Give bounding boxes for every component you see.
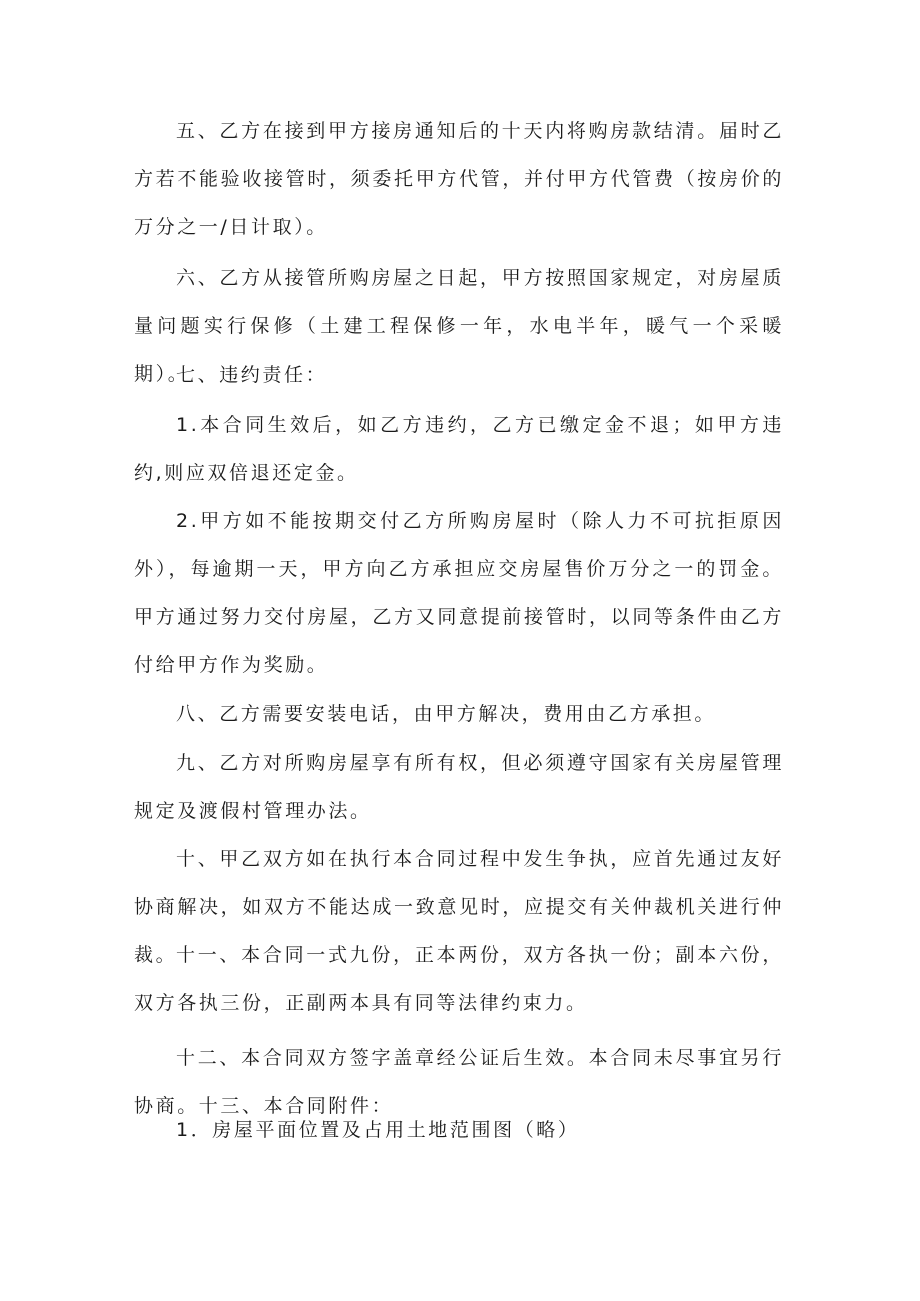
clause-7-heading: 七、违约责任： (176, 364, 328, 386)
clause-8-telephone: 八、乙方需要安装电话，由甲方解决，费用由乙方承担。 (176, 703, 717, 725)
clause-9-ownership: 九、乙方对所购房屋享有所有权，但必须遵守国家有关房屋管理规定及渡假村管理办法。 (134, 752, 784, 822)
clause-6-warranty: 六、乙方从接管所购房屋之日起，甲方按照国家规定，对房屋质量问题实行保修（土建工程保修一年，水电半年，暖气一个采暖期）。 (134, 267, 784, 385)
clause-5-payment: 五、乙方在接到甲方接房通知后的十天内将购房款结清。届时乙方若不能验收接管时，须委托甲方代管，并付甲方代管费（按房价的万分之一/日计取）。 (134, 120, 784, 238)
clause-7-item-1: 1.本合同生效后，如乙方违约，乙方已缴定金不退；如甲方违约,则应双倍退还定金。 (134, 414, 784, 484)
clause-11-copies: 十一、本合同一式九份，正本两份，双方各执一份；副本六份，双方各执三份，正副两本具有同等法律约束力。 (134, 944, 784, 1014)
annex-item-1: 1．房屋平面位置及占用土地范围图（略） (176, 1119, 580, 1141)
clause-10-disputes: 十、甲乙双方如在执行本合同过程中发生争执，应首先通过友好协商解决，如双方不能达成一致意见时，应提交有关仲裁机关进行仲裁。 (134, 848, 784, 966)
clause-7-item-2: 2.甲方如不能按期交付乙方所购房屋时（除人力不可抗拒原因外），每逾期一天，甲方向乙方承担应交房屋售价万分之一的罚金。甲方通过努力交付房屋，乙方又同意提前接管时，以同等条件由乙方付给甲方作为奖励。 (134, 510, 784, 676)
clause-12-13-effect-annexes: 十二、本合同双方签字盖章经公证后生效。本合同未尽事宜另行协商。十三、本合同附件： (134, 1047, 784, 1117)
